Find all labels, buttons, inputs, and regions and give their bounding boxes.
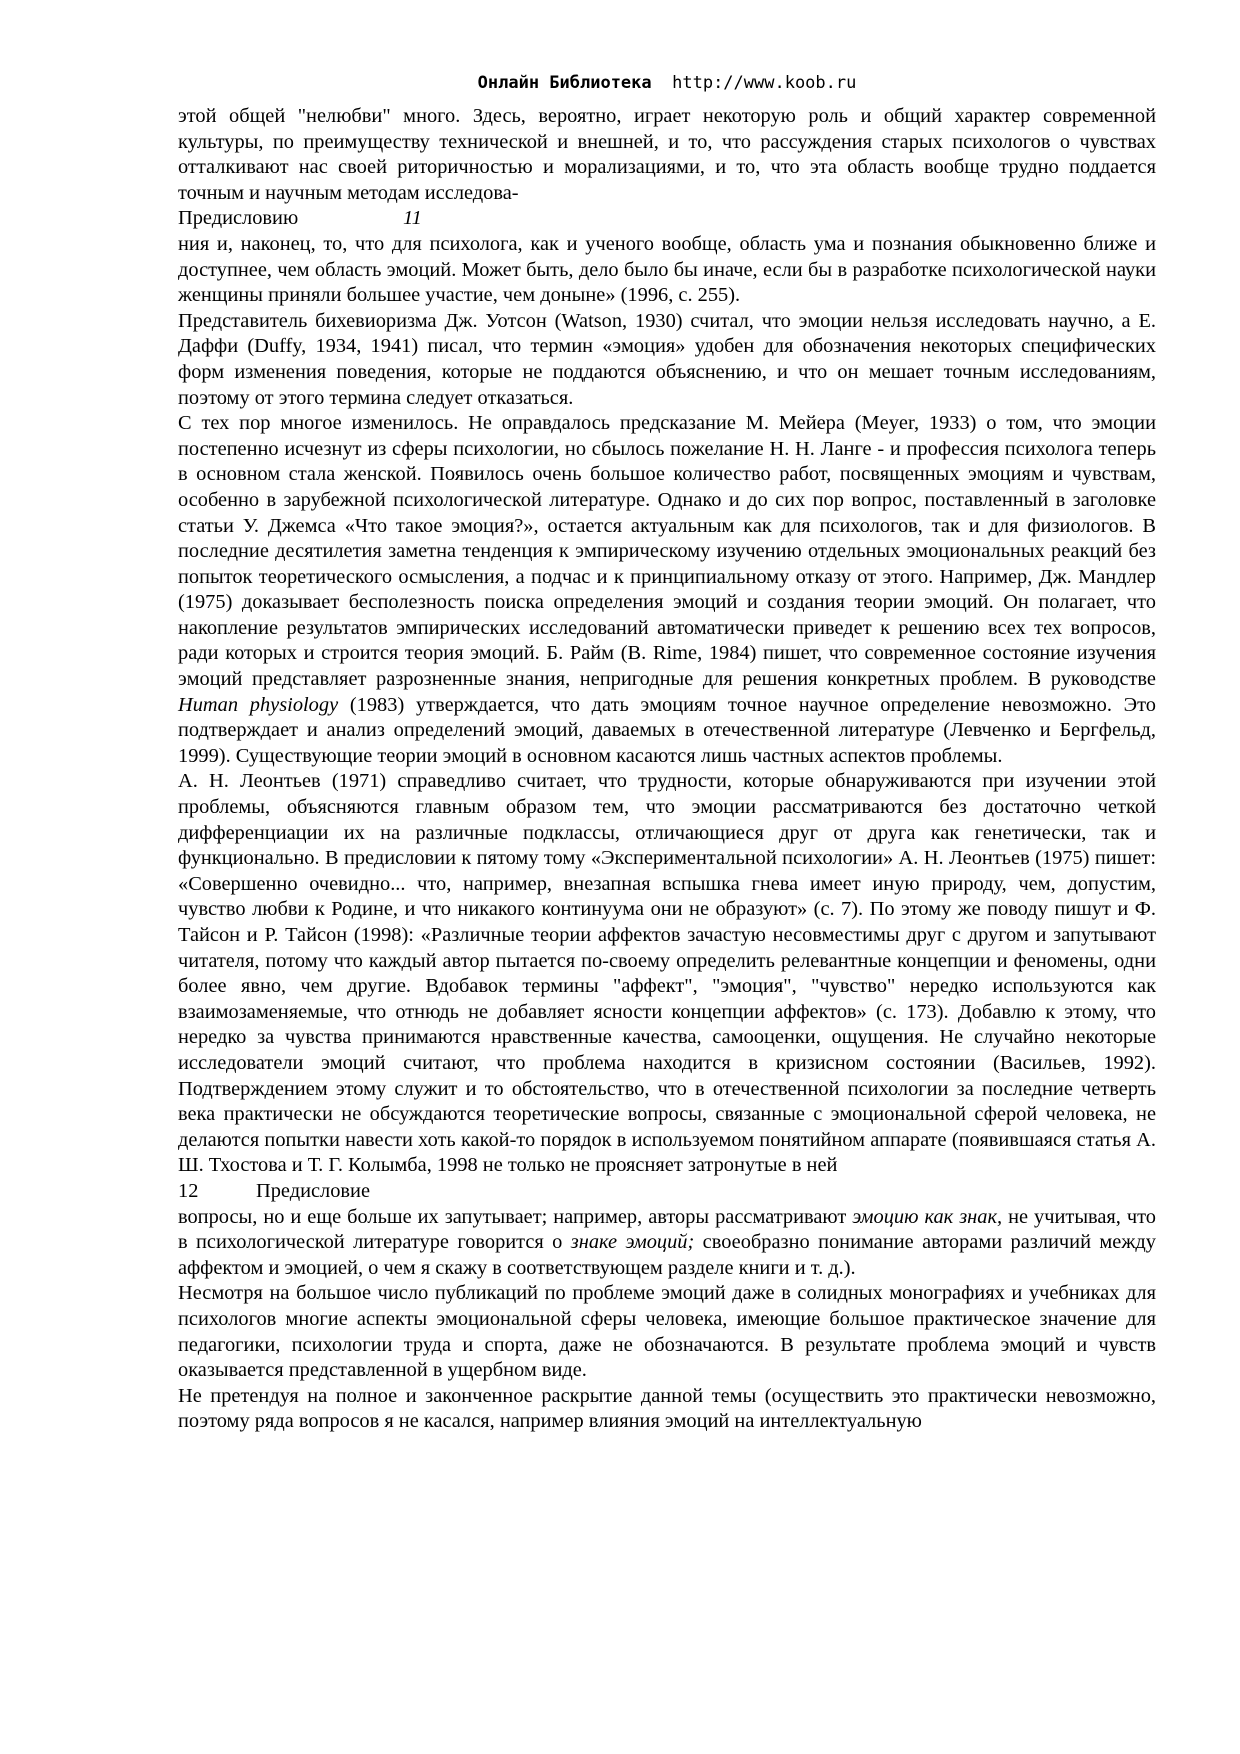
running-head-title: Предисловие (256, 1179, 371, 1202)
text-run: своеобразно понимание авторами различий между аффектом и эмоцией, о чем я скажу в соответствующем разделе книги и т. д.). (178, 1231, 1156, 1279)
running-head-page-number: 11 (403, 207, 422, 230)
paragraph: Несмотря на большое число публикаций по проблеме эмоций даже в солидных монографиях и учебниках для психологов многие аспекты эмоциональной сферы человека, имеющие большое практическое значение для педагогики, психологии труда и спорта, даже не обозначаются. В результате проблема эмоций и чувств оказывается представленной в ущербном виде. (178, 1282, 1156, 1382)
paragraph: Не претендуя на полное и законченное раскрытие данной темы (осуществить это практически невозможно, поэтому ряда вопросов я не касался, например влияния эмоций на интеллектуальную (178, 1384, 1156, 1433)
page-header (178, 70, 1156, 96)
paragraph: А. Н. Леонтьев (1971) справедливо считает, что трудности, которые обнаруживаются при изучении этой проблемы, объясняются главным образом тем, что эмоции рассматриваются без достаточно четкой дифференциации их на различные подклассы, отличающиеся друг от друга как генетически, так и функционально. В предисловии к пятому тому «Экспериментальной психологии» А. Н. Леонтьев (1975) пишет: «Совершенно очевидно... что, например, внезапная вспышка гнева имеет иную природу, чем, допустим, чувство любви к Родине, и что никакого континуума они не образуют» (с. 7). По этому же поводу пишут и Ф. Тайсон и Р. Тайсон (1998): «Различные теории аффектов зачастую несовместимы друг с другом и запутывают читателя, потому что каждый автор пытается по-своему определить релевантные концепции и феномены, одни более явно, чем другие. Вдобавок термины "аффект", "эмоция", "чувство" нередко используются как взаимозаменяемые, что отнюдь не добавляет ясности концепции аффектов» (с. 173). Добавлю к этому, что нередко за чувства принимаются нравственные качества, самооценки, ощущения. Не случайно некоторые исследователи эмоций считают, что проблема находится в кризисном состоянии (Васильев, 1992). Подтверждением этому служит и то обстоятельство, что в отечественной психологии за последние четверть века практически не обсуждаются теоретические вопросы, связанные с эмоциональной сферой человека, не делаются попытки навести хоть какой-то порядок в используемом понятийном аппарате (появившаяся статья А. Ш. Тхостова и Т. Г. Колымба, 1998 не только не проясняет затронутые в ней (178, 770, 1156, 1177)
paragraph: Представитель бихевиоризма Дж. Уотсон (Watson, 1930) считал, что эмоции нельзя исследовать научно, а Е. Даффи (Duffy, 1934, 1941) писал, что термин «эмоция» удобен для обозначения некоторых специфических форм изменения поведения, которые не поддаются объяснению, и что он мешает точным исследованиям, поэтому от этого термина следует отказаться. (178, 309, 1156, 409)
text-run: С тех пор многое изменилось. Не оправдалось предсказание М. Мейера (Meyer, 1933) о том, что эмоции постепенно исчезнут из сферы психологии, но сбылось пожелание Н. Н. Ланге - и профессия психолога теперь в основном стала женской. Появилось очень большое количество работ, посвященных эмоциям и чувствам, особенно в зарубежной психологической литературе. Однако и до сих пор вопрос, поставленный в заголовке статьи У. Джемса «Что такое эмоция?», остается актуальным как для психологов, так и для физиологов. В последние десятилетия заметна тенденция к эмпирическому изучению отдельных эмоциональных реакций без попыток теоретического осмысления, а подчас и к принципиальному отказу от этого. Например, Дж. Мандлер (1975) доказывает бесполезность поиска определения эмоций и создания теории эмоций. Он полагает, что накопление результатов эмпирических исследований автоматически приведет к решению всех тех вопросов, ради которых и строится теория эмоций. Б. Райм (B. Rime, 1984) пишет, что современное состояние изучения эмоций представляет разрозненные знания, непригодные для решения конкретных проблем. В руководстве (178, 412, 1156, 691)
library-name: Онлайн Библиотека (477, 73, 652, 93)
running-head (178, 1179, 1156, 1205)
italic-title: Human physiology (178, 693, 339, 716)
running-head (178, 206, 1156, 232)
text-run: (1983) утверждается, что дать эмоциям точное научное определение невозможно. Это подтверждает и анализ определений эмоций, даваемых в отечественной литературе (Левченко и Бергфельд, 1999). Существующие теории эмоций в основном касаются лишь частных аспектов проблемы. (178, 693, 1156, 767)
paragraph (178, 411, 1156, 769)
paragraph: ния и, наконец, то, что для психолога, как и ученого вообще, область ума и познания обыкновенно ближе и доступнее, чем область эмоций. Может быть, дело было бы иначе, если бы в разработке психологической науки женщины приняли большее участие, чем доныне» (1996, с. 255). (178, 232, 1156, 307)
library-url[interactable]: http://www.koob.ru (672, 73, 857, 93)
running-head-page-number: 12 (178, 1179, 199, 1202)
text-run: вопросы, но и еще больше их запутывает; например, авторы рассматривают (178, 1205, 847, 1228)
text-run: не учитывая, что в психологической литературе говорится о (178, 1205, 1156, 1254)
italic-term: знаке эмоций; (570, 1231, 695, 1254)
document-page (178, 70, 1156, 1435)
italic-term: эмоцию как знак, (852, 1205, 1003, 1228)
paragraph (178, 1205, 1156, 1282)
paragraph: этой общей "нелюбви" много. Здесь, вероятно, играет некоторую роль и общий характер современной культуры, по преимуществу технической и внешней, и то, что рассуждения старых психологов о чувствах отталкивают нас своей риторичностью и морализациями, и то, что эта область вообще трудно поддается точным и научным методам исследова- (178, 105, 1156, 204)
running-head-title: Предисловию (178, 207, 299, 230)
body-text (178, 104, 1156, 1435)
